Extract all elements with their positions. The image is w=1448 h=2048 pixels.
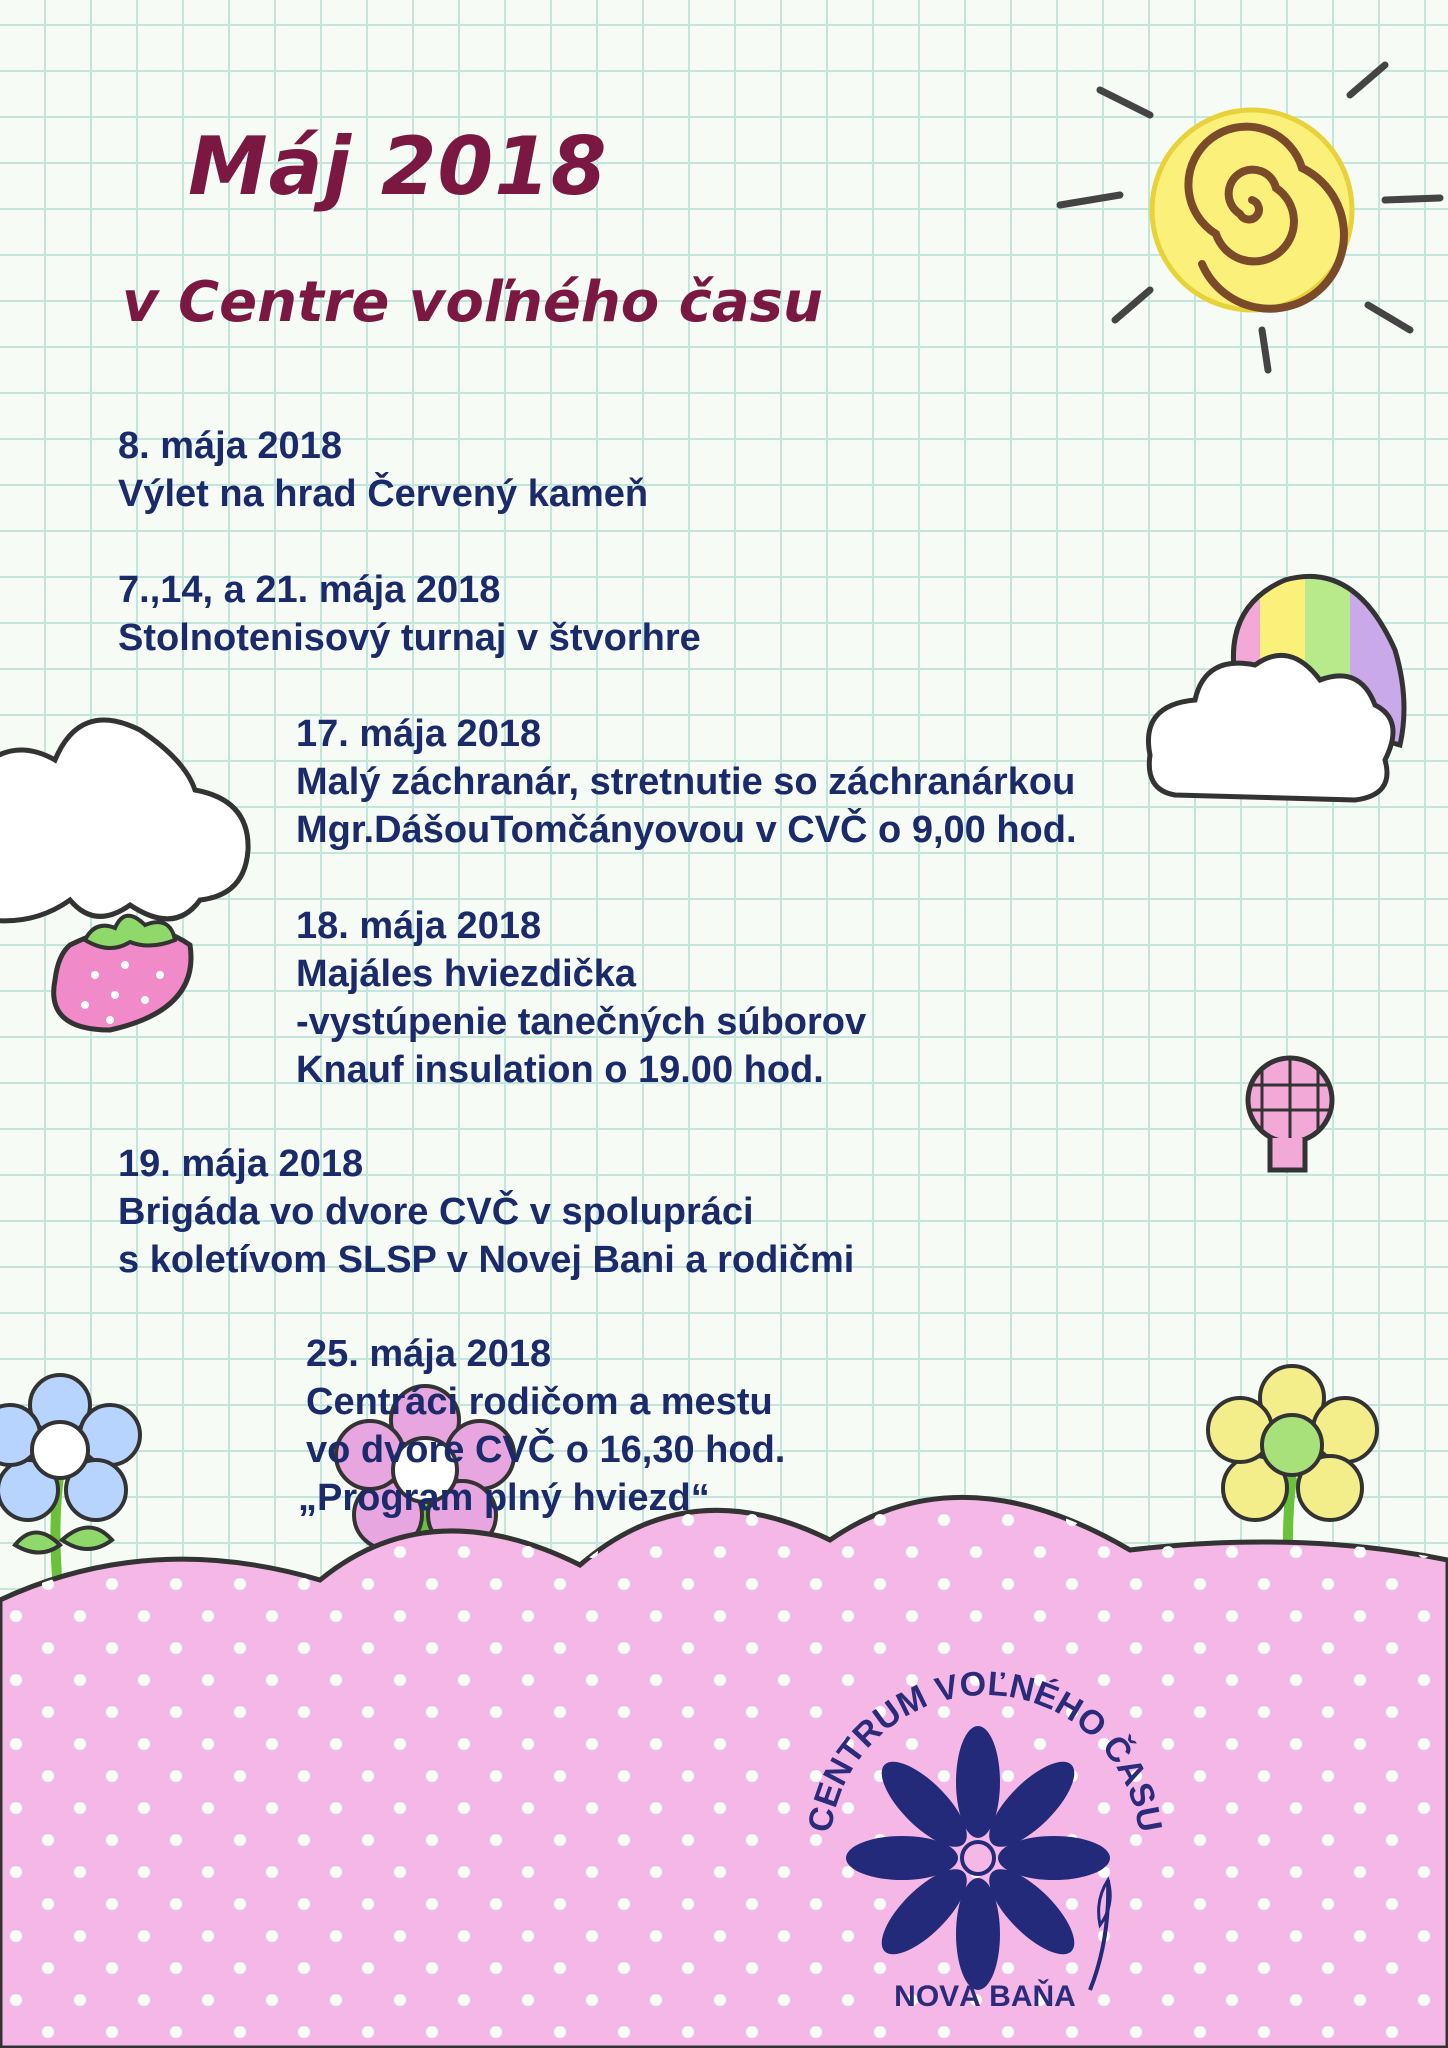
- event-line: s koletívom SLSP v Novej Bani a rodičmi: [118, 1239, 855, 1281]
- event-line: Mgr.DášouTomčányovou v CVČ o 9,00 hod.: [296, 809, 1077, 851]
- page-subtitle: v Centre voľného času: [122, 270, 823, 335]
- event-line: Knauf insulation o 19.00 hod.: [296, 1049, 824, 1091]
- flower-logo-icon: [846, 1726, 1110, 1990]
- event-line: „Program plný hviezd“: [298, 1477, 710, 1519]
- event-date: 7.,14, a 21. mája 2018: [118, 569, 501, 611]
- event-line: Stolnotenisový turnaj v štvorhre: [118, 617, 701, 659]
- event-date: 25. mája 2018: [306, 1333, 552, 1375]
- event-line: -vystúpenie tanečných súborov: [296, 1001, 867, 1043]
- event-line: vo dvore CVČ o 16,30 hod.: [306, 1429, 786, 1471]
- event-line: Výlet na hrad Červený kameň: [118, 473, 649, 515]
- logo-bottom-text: NOVÁ BAŇA: [894, 1980, 1076, 2013]
- event-date: 19. mája 2018: [118, 1143, 364, 1185]
- event-date: 8. mája 2018: [118, 425, 342, 467]
- event-line: Majáles hviezdička: [296, 953, 637, 995]
- event-date: 18. mája 2018: [296, 905, 542, 947]
- event-line: Malý záchranár, stretnutie so záchranárkou: [296, 761, 1076, 803]
- logo-top-text: CENTRUM VOĽNÉHO ČASU: [800, 1664, 1170, 1835]
- page-title: Máj 2018: [188, 120, 608, 213]
- event-line: Brigáda vo dvore CVČ v spolupráci: [118, 1191, 754, 1233]
- event-date: 17. mája 2018: [296, 713, 542, 755]
- event-line: Centráci rodičom a mestu: [306, 1381, 773, 1423]
